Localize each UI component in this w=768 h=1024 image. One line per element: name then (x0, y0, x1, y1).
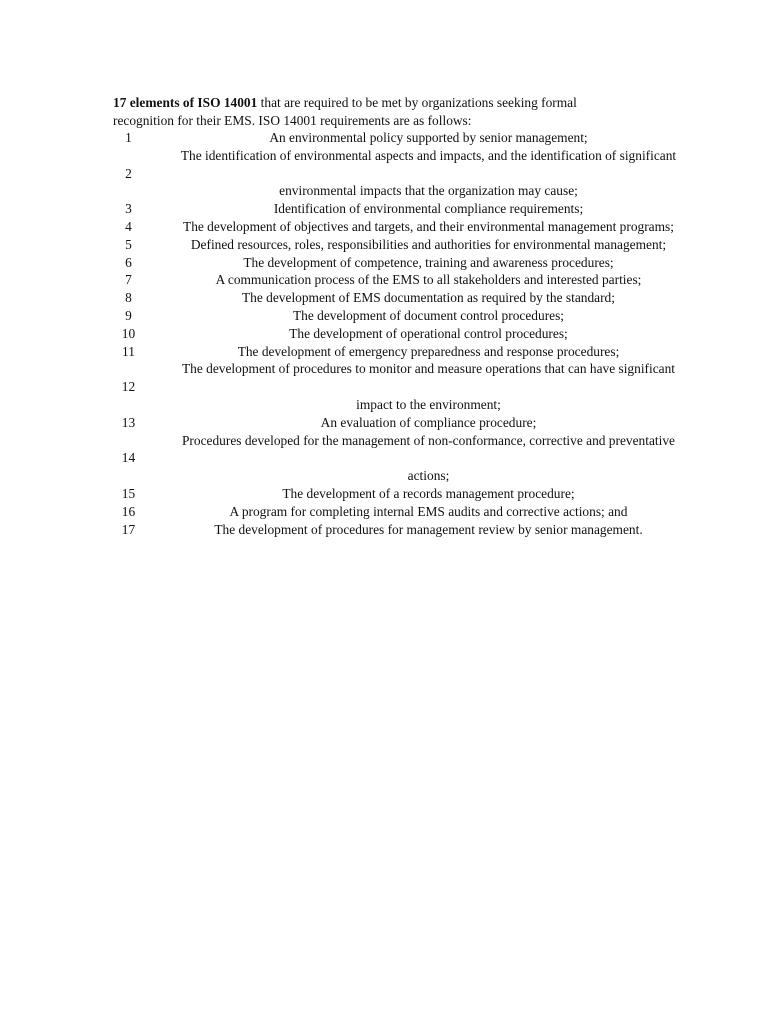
item-text-line: impact to the environment; (356, 396, 501, 412)
item-text (144, 129, 713, 147)
item-text (144, 200, 713, 218)
item-text-line: A communication process of the EMS to all stakeholders and interested parties; (215, 272, 642, 288)
list-item (113, 289, 713, 307)
list-item (113, 485, 713, 503)
item-text-line: environmental impacts that the organization may cause; (279, 183, 578, 199)
item-number: 10 (121, 325, 136, 341)
list-item (113, 307, 713, 325)
item-text (144, 485, 713, 503)
list-item (113, 503, 713, 521)
item-text (144, 307, 713, 325)
item-text (144, 325, 713, 343)
item-number: 12 (121, 379, 136, 395)
item-text (144, 236, 713, 254)
item-text-line: The development of a records management procedure; (282, 485, 575, 501)
item-text-line: The development of procedures for management review by senior management. (214, 521, 643, 537)
item-number: 15 (121, 485, 136, 501)
item-text (144, 218, 713, 236)
list-item (113, 218, 713, 236)
item-text-line: Identification of environmental compliance requirements; (273, 201, 584, 217)
item-text (144, 271, 713, 289)
item-text-line: The development of operational control procedures; (289, 325, 568, 341)
item-text-line: An evaluation of compliance procedure; (320, 414, 537, 430)
item-text (144, 521, 713, 539)
item-number: 5 (125, 236, 132, 252)
line-gap (144, 378, 713, 396)
line-gap (144, 165, 713, 183)
item-number: 6 (125, 254, 132, 270)
item-number: 3 (125, 201, 132, 217)
list-item (113, 147, 713, 200)
item-number: 1 (125, 130, 132, 145)
intro-paragraph (113, 94, 673, 129)
list-item (113, 325, 713, 343)
list-item (113, 521, 713, 539)
item-text-line: actions; (407, 468, 450, 484)
item-text (144, 254, 713, 272)
item-text-line: Defined resources, roles, responsibilities and authorities for environmental management; (190, 236, 667, 252)
item-text-line: The development of document control procedures; (292, 307, 565, 323)
line-gap (144, 449, 713, 467)
list-item (113, 432, 713, 485)
item-text (144, 343, 713, 361)
item-number: 8 (125, 290, 132, 306)
item-text-line: The development of emergency preparedness and response procedures; (237, 343, 620, 359)
item-text-line: The identification of environmental aspects and impacts, and the identification of significant (180, 147, 677, 163)
list-item (113, 200, 713, 218)
list-item (113, 236, 713, 254)
item-number: 4 (125, 218, 132, 234)
list-item (113, 254, 713, 272)
item-text-line: A program for completing internal EMS audits and corrective actions; and (229, 503, 628, 519)
item-text-line: The development of EMS documentation as required by the standard; (242, 290, 615, 306)
item-text-line: Procedures developed for the management of non-conformance, corrective and preventative (181, 432, 675, 448)
intro-text-line1: that are required to be met by organizations seeking formal (257, 95, 577, 110)
item-text (144, 432, 713, 485)
item-number: 14 (121, 450, 136, 466)
item-text (144, 289, 713, 307)
elements-list (113, 129, 713, 538)
intro-heading: 17 elements of ISO 14001 (113, 95, 258, 110)
list-item (113, 271, 713, 289)
item-text (144, 503, 713, 521)
item-text-line: An environmental policy supported by senior management; (269, 130, 588, 145)
item-text (144, 147, 713, 200)
item-number: 17 (121, 521, 136, 537)
item-number: 16 (121, 503, 136, 519)
item-number: 11 (122, 343, 135, 359)
intro-text-line2: recognition for their EMS. ISO 14001 requirements are as follows: (113, 112, 472, 128)
list-item (113, 360, 713, 413)
item-number: 7 (125, 272, 132, 288)
item-text-line: The development of objectives and targets, and their environmental management programs; (183, 218, 674, 234)
item-text-line: The development of competence, training and awareness procedures; (243, 254, 614, 270)
item-text-line: The development of procedures to monitor and measure operations that can have significant (181, 361, 676, 377)
item-number: 13 (121, 414, 136, 430)
item-number: 2 (125, 165, 132, 181)
item-text (144, 414, 713, 432)
list-item (113, 414, 713, 432)
list-item (113, 343, 713, 361)
item-text (144, 360, 713, 413)
list-item (113, 129, 713, 147)
item-number: 9 (125, 307, 132, 323)
